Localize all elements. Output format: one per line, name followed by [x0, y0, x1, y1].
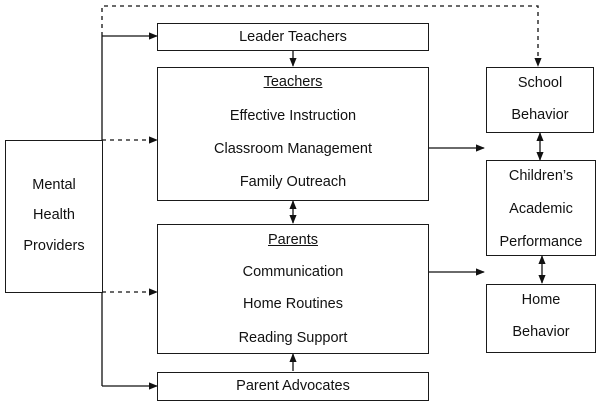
teachers-box: [157, 67, 429, 201]
academic-line2: Academic: [509, 201, 573, 217]
home-behavior-box: [486, 284, 596, 353]
teachers-item: Classroom Management: [214, 141, 372, 157]
leader-teachers-box: [157, 23, 429, 51]
teachers-title: Teachers: [263, 74, 323, 90]
parent-advocates-label: Parent Advocates: [236, 378, 350, 394]
parents-title: Parents: [268, 232, 318, 248]
academic-line3: Performance: [499, 234, 583, 250]
parents-item: Communication: [242, 264, 344, 280]
academic-line1: Children’s: [508, 168, 574, 184]
mental-health-line2: Health: [33, 207, 75, 223]
parents-item: Reading Support: [238, 330, 348, 346]
home-behavior-line2: Behavior: [512, 324, 570, 340]
teachers-item: Effective Instruction: [229, 108, 357, 124]
leader-teachers-label: Leader Teachers: [239, 29, 347, 45]
school-behavior-box: [486, 67, 594, 133]
parents-box: [157, 224, 429, 354]
mental-health-line3: Providers: [23, 238, 85, 254]
parent-advocates-box: [157, 372, 429, 401]
mental-health-providers-box: [5, 140, 103, 293]
school-behavior-line1: School: [517, 75, 563, 91]
home-behavior-line1: Home: [521, 292, 561, 308]
mental-health-line1: Mental: [32, 177, 76, 193]
parents-item: Home Routines: [243, 296, 343, 312]
school-behavior-line2: Behavior: [511, 107, 569, 123]
academic-performance-box: [486, 160, 596, 256]
teachers-item: Family Outreach: [239, 174, 347, 190]
